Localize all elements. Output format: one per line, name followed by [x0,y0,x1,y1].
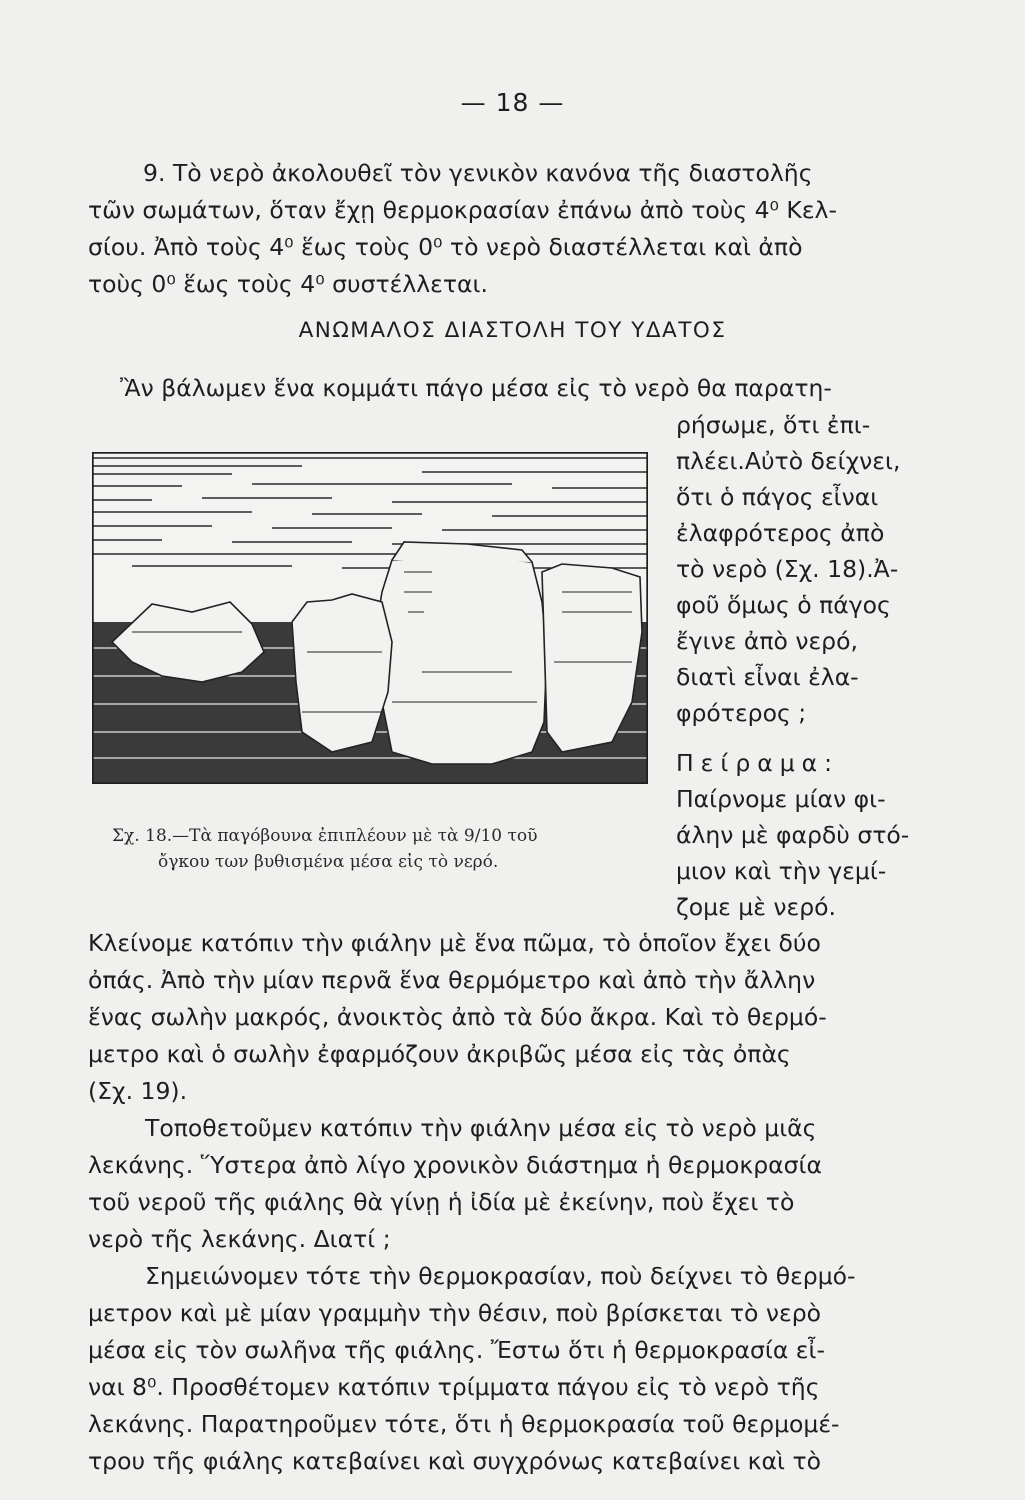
figure-drawing [92,452,648,784]
note-line-3: μέσα εἰς τὸν σωλῆνα τῆς φιάλης. Ἔστω ὅτι ἡ θερμοκρασία εἶ- [88,1336,825,1364]
side-text-line-3: ὅτι ὁ πάγος εἶναι [676,483,879,511]
flask-line-1: Κλείνομε κατόπιν τὴν φιάλην μὲ ἕνα πῶμα, τὸ ὁποῖον ἔχει δύο [88,929,821,957]
intro-line-4: τοὺς 0⁰ ἕως τοὺς 4⁰ συστέλλεται. [88,270,488,298]
ice-paragraph-first-line: Ἂν βάλωμεν ἕνα κομμάτι πάγο μέσα εἰς τὸ νερὸ θα παρατη- [120,374,832,402]
note-line-5: λεκάνης. Παρατηροῦμεν τότε, ὅτι ἡ θερμοκρασία τοῦ θερμομέ- [88,1410,840,1438]
basin-line-3: τοῦ νεροῦ τῆς φιάλης θὰ γίνῃ ἡ ἰδία μὲ ἐκείνην, ποὺ ἔχει τὸ [88,1188,795,1216]
experiment-line-3: μιον καὶ τὴν γεμί- [676,857,887,885]
section-heading: ΑΝΩΜΑΛΟΣ ΔΙΑΣΤΟΛΗ ΤΟΥ ΥΔΑΤΟΣ [298,318,727,343]
experiment-label: Πείραμα: [676,749,840,777]
note-line-1: Σημειώνομεν τότε τὴν θερμοκρασίαν, ποὺ δείχνει τὸ θερμό- [145,1262,856,1290]
side-text-line-1: ρήσωμε, ὅτι ἐπι- [676,411,871,439]
experiment-line-4: ζομε μὲ νερό. [676,893,837,921]
intro-line-2: τῶν σωμάτων, ὅταν ἔχῃ θερμοκρασίαν ἐπάνω ἀπὸ τοὺς 4⁰ Κελ- [88,196,837,224]
basin-line-2: λεκάνης. Ὕστερα ἀπὸ λίγο χρονικὸν διάστημα ἡ θερμοκρασία [88,1151,822,1179]
flask-line-3: ἕνας σωλὴν μακρός, ἀνοικτὸς ἀπὸ τὰ δύο ἄκρα. Καὶ τὸ θερμό- [88,1003,827,1031]
flask-line-4: μετρο καὶ ὁ σωλὴν ἐφαρμόζουν ἀκριβῶς μέσα εἰς τὰς ὀπὰς [88,1040,791,1068]
flask-line-5: (Σχ. 19). [88,1077,188,1105]
basin-line-1: Τοποθετοῦμεν κατόπιν τὴν φιάλην μέσα εἰς τὸ νερὸ μιᾶς [145,1114,817,1142]
side-text-line-8: διατὶ εἶναι ἐλα- [676,663,859,691]
side-text-line-6: φοῦ ὅμως ὁ πάγος [676,591,891,619]
note-line-4: ναι 8⁰. Προσθέτομεν κατόπιν τρίμματα πάγου εἰς τὸ νερὸ τῆς [88,1373,820,1401]
experiment-line-2: άλην μὲ φαρδὺ στό- [676,821,910,849]
experiment-line-1: Παίρνομε μίαν φι- [676,785,886,813]
note-line-6: τρου τῆς φιάλης κατεβαίνει καὶ συγχρόνως κατεβαίνει καὶ τὸ [88,1447,821,1475]
note-line-2: μετρον καὶ μὲ μίαν γραμμὴν τὴν θέσιν, ποὺ βρίσκεται τὸ νερὸ [88,1299,821,1327]
figure-caption-line-1: Σχ. 18.—Τὰ παγόβουνα ἐπιπλέουν μὲ τὰ 9/10 τοῦ [112,826,538,846]
iceberg-illustration [92,452,648,784]
intro-line-1: 9. Τὸ νερὸ ἀκολουθεῖ τὸν γενικὸν κανόνα τῆς διαστολῆς [143,159,813,187]
side-text-line-2: πλέει.Αὐτὸ δείχνει, [676,447,901,475]
page-number: — 18 — [460,88,565,117]
basin-line-4: νερὸ τῆς λεκάνης. Διατί ; [88,1225,391,1253]
side-text-line-9: φρότερος ; [676,699,807,727]
intro-line-3: σίου. Ἀπὸ τοὺς 4⁰ ἕως τοὺς 0⁰ τὸ νερὸ διαστέλλεται καὶ ἀπὸ [88,233,803,261]
flask-line-2: ὀπάς. Ἀπὸ τὴν μίαν περνᾶ ἕνα θερμόμετρο καὶ ἀπὸ τὴν ἄλλην [88,966,816,994]
side-text-line-4: ἐλαφρότερος ἀπὸ [676,519,885,547]
side-text-line-5: τὸ νερὸ (Σχ. 18).Ἀ- [676,555,899,583]
figure-caption-line-2: ὄγκου των βυθισμένα μέσα εἰς τὸ νερό. [158,852,499,872]
side-text-line-7: ἔγινε ἀπὸ νερό, [676,627,858,655]
